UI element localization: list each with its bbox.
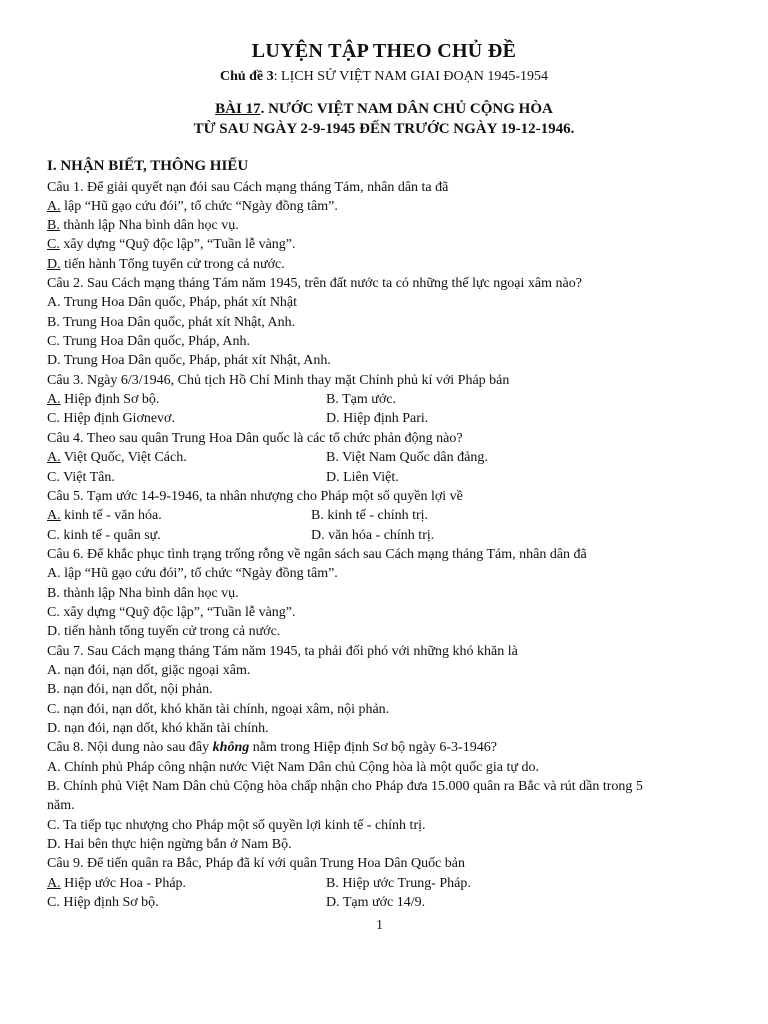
question-2-option-c: C. Trung Hoa Dân quốc, Pháp, Anh. [47, 334, 251, 349]
question-6-option-b: B. thành lập Nha bình dân học vụ. [47, 586, 239, 601]
question-8-option-b-cont: năm. [47, 798, 75, 813]
question-9-option-a [47, 874, 186, 893]
option-text: Hiệp định Sơ bộ. [60, 392, 160, 407]
option-letter: A. [47, 199, 61, 214]
option-text: kinh tế - văn hóa. [60, 508, 162, 523]
option-text: lập “Hũ gạo cứu đói”, tổ chức “Ngày đồng tâm”. [60, 199, 338, 214]
question-7-option-a: A. nạn đói, nạn dốt, giặc ngoại xâm. [47, 663, 251, 678]
question-3-option-c: C. Hiệp định Giơnevơ. [47, 411, 175, 426]
question-9-option-c: C. Hiệp định Sơ bộ. [47, 895, 159, 910]
question-1-option-a [47, 197, 338, 216]
option-letter: A. [47, 392, 61, 407]
question-2-option-b: B. Trung Hoa Dân quốc, phát xít Nhật, Anh. [47, 315, 296, 330]
question-3-option-d: D. Hiệp định Pari. [326, 411, 429, 426]
question-4-stem: Câu 4. Theo sau quân Trung Hoa Dân quốc là các tổ chức phản động nào? [47, 431, 463, 446]
question-5-option-a [47, 506, 162, 525]
question-8-option-c: C. Ta tiếp tục nhượng cho Pháp một số quyền lợi kinh tế - chính trị. [47, 818, 426, 833]
question-7-option-b: B. nạn đói, nạn dốt, nội phản. [47, 682, 213, 697]
question-6-option-c: C. xây dựng “Quỹ độc lập”, “Tuần lễ vàng”. [47, 605, 296, 620]
question-8-option-a: A. Chính phủ Pháp công nhận nước Việt Nam Dân chủ Cộng hòa là một quốc gia tự do. [47, 760, 539, 775]
option-letter: A. [47, 508, 61, 523]
question-9-stem: Câu 9. Để tiến quân ra Bắc, Pháp đã kí với quân Trung Hoa Dân Quốc bản [47, 856, 465, 871]
topic-label: Chủ đề 3 [219, 69, 274, 84]
option-letter: A. [47, 450, 61, 465]
question-5-option-d: D. văn hóa - chính trị. [311, 528, 435, 543]
lesson-text: . NƯỚC VIỆT NAM DÂN CHỦ CỘNG HÒA [260, 101, 553, 117]
question-5-stem: Câu 5. Tạm ước 14-9-1946, ta nhân nhượng cho Pháp một số quyền lợi về [47, 489, 463, 504]
question-7-option-c: C. nạn đói, nạn dốt, khó khăn tài chính, ngoại xâm, nội phản. [47, 702, 390, 717]
question-2-option-d: D. Trung Hoa Dân quốc, Pháp, phát xít Nhật, Anh. [47, 353, 331, 368]
question-9-option-b: B. Hiệp ước Trung- Pháp. [326, 876, 471, 891]
question-4-option-d: D. Liên Việt. [326, 470, 399, 485]
option-text: tiến hành Tổng tuyển cử trong cả nước. [60, 257, 285, 272]
lesson-title [0, 101, 768, 118]
question-8-stem [47, 738, 497, 757]
page-number: 1 [376, 918, 383, 933]
question-3-option-a [47, 390, 159, 409]
option-letter: C. [47, 237, 60, 252]
question-9-option-d: D. Tạm ước 14/9. [326, 895, 426, 910]
stem-emphasis: không [212, 740, 250, 755]
option-letter: D. [47, 257, 61, 272]
question-4-option-c: C. Việt Tân. [47, 470, 115, 485]
document-title: LUYỆN TẬP THEO CHỦ ĐỀ [251, 40, 517, 62]
question-6-option-d: D. tiến hành tổng tuyển cử trong cả nước. [47, 624, 281, 639]
question-1-option-b [47, 216, 239, 235]
option-letter: A. [47, 876, 61, 891]
question-1-stem: Câu 1. Để giải quyết nạn đói sau Cách mạng tháng Tám, nhân dân ta đã [47, 180, 449, 195]
question-8-option-d: D. Hai bên thực hiện ngừng bắn ở Nam Bộ. [47, 837, 292, 852]
option-text: Hiệp ước Hoa - Pháp. [60, 876, 187, 891]
option-letter: B. [47, 218, 60, 233]
stem-text: Câu 8. Nội dung nào sau đây [47, 740, 213, 755]
topic-subtitle [0, 69, 768, 85]
question-1-option-c [47, 235, 296, 254]
question-7-stem: Câu 7. Sau Cách mạng tháng Tám năm 1945, ta phải đối phó với những khó khăn là [47, 644, 518, 659]
question-7-option-d: D. nạn đói, nạn dốt, khó khăn tài chính. [47, 721, 269, 736]
question-4-option-b: B. Việt Nam Quốc dân đảng. [326, 450, 488, 465]
question-6-stem: Câu 6. Để khắc phục tình trạng trống rỗng về ngân sách sau Cách mạng tháng Tám, nhân dân đã [47, 547, 587, 562]
option-text: Việt Quốc, Việt Cách. [60, 450, 187, 465]
question-3-stem: Câu 3. Ngày 6/3/1946, Chủ tịch Hồ Chí Minh thay mặt Chính phủ kí với Pháp bản [47, 373, 510, 388]
question-2-stem: Câu 2. Sau Cách mạng tháng Tám năm 1945, trên đất nước ta có những thế lực ngoại xâm nào? [47, 276, 582, 291]
option-text: thành lập Nha bình dân học vụ. [59, 218, 239, 233]
question-3-option-b: B. Tạm ước. [326, 392, 396, 407]
section-title: I. NHẬN BIẾT, THÔNG HIỂU [47, 158, 249, 174]
lesson-title-line2: TỪ SAU NGÀY 2-9-1945 ĐẾN TRƯỚC NGÀY 19-12-1946. [193, 121, 575, 137]
question-4-option-a [47, 448, 187, 467]
question-2-option-a: A. Trung Hoa Dân quốc, Pháp, phát xít Nhật [47, 295, 298, 310]
option-text: xây dựng “Quỹ độc lập”, “Tuần lễ vàng”. [59, 237, 296, 252]
question-5-option-b: B. kinh tế - chính trị. [311, 508, 429, 523]
question-6-option-a: A. lập “Hũ gạo cứu đói”, tổ chức “Ngày đồng tâm”. [47, 566, 338, 581]
question-8-option-b: B. Chính phủ Việt Nam Dân chủ Cộng hòa chấp nhận cho Pháp đưa 15.000 quân ra Bắc và rút dần trong 5 [47, 779, 643, 794]
question-1-option-d [47, 255, 285, 274]
topic-text: : LỊCH SỬ VIỆT NAM GIAI ĐOẠN 1945-1954 [273, 69, 549, 84]
stem-text: nằm trong Hiệp định Sơ bộ ngày 6-3-1946? [249, 740, 497, 755]
lesson-label: BÀI 17 [215, 101, 261, 117]
question-5-option-c: C. kinh tế - quân sự. [47, 528, 161, 543]
